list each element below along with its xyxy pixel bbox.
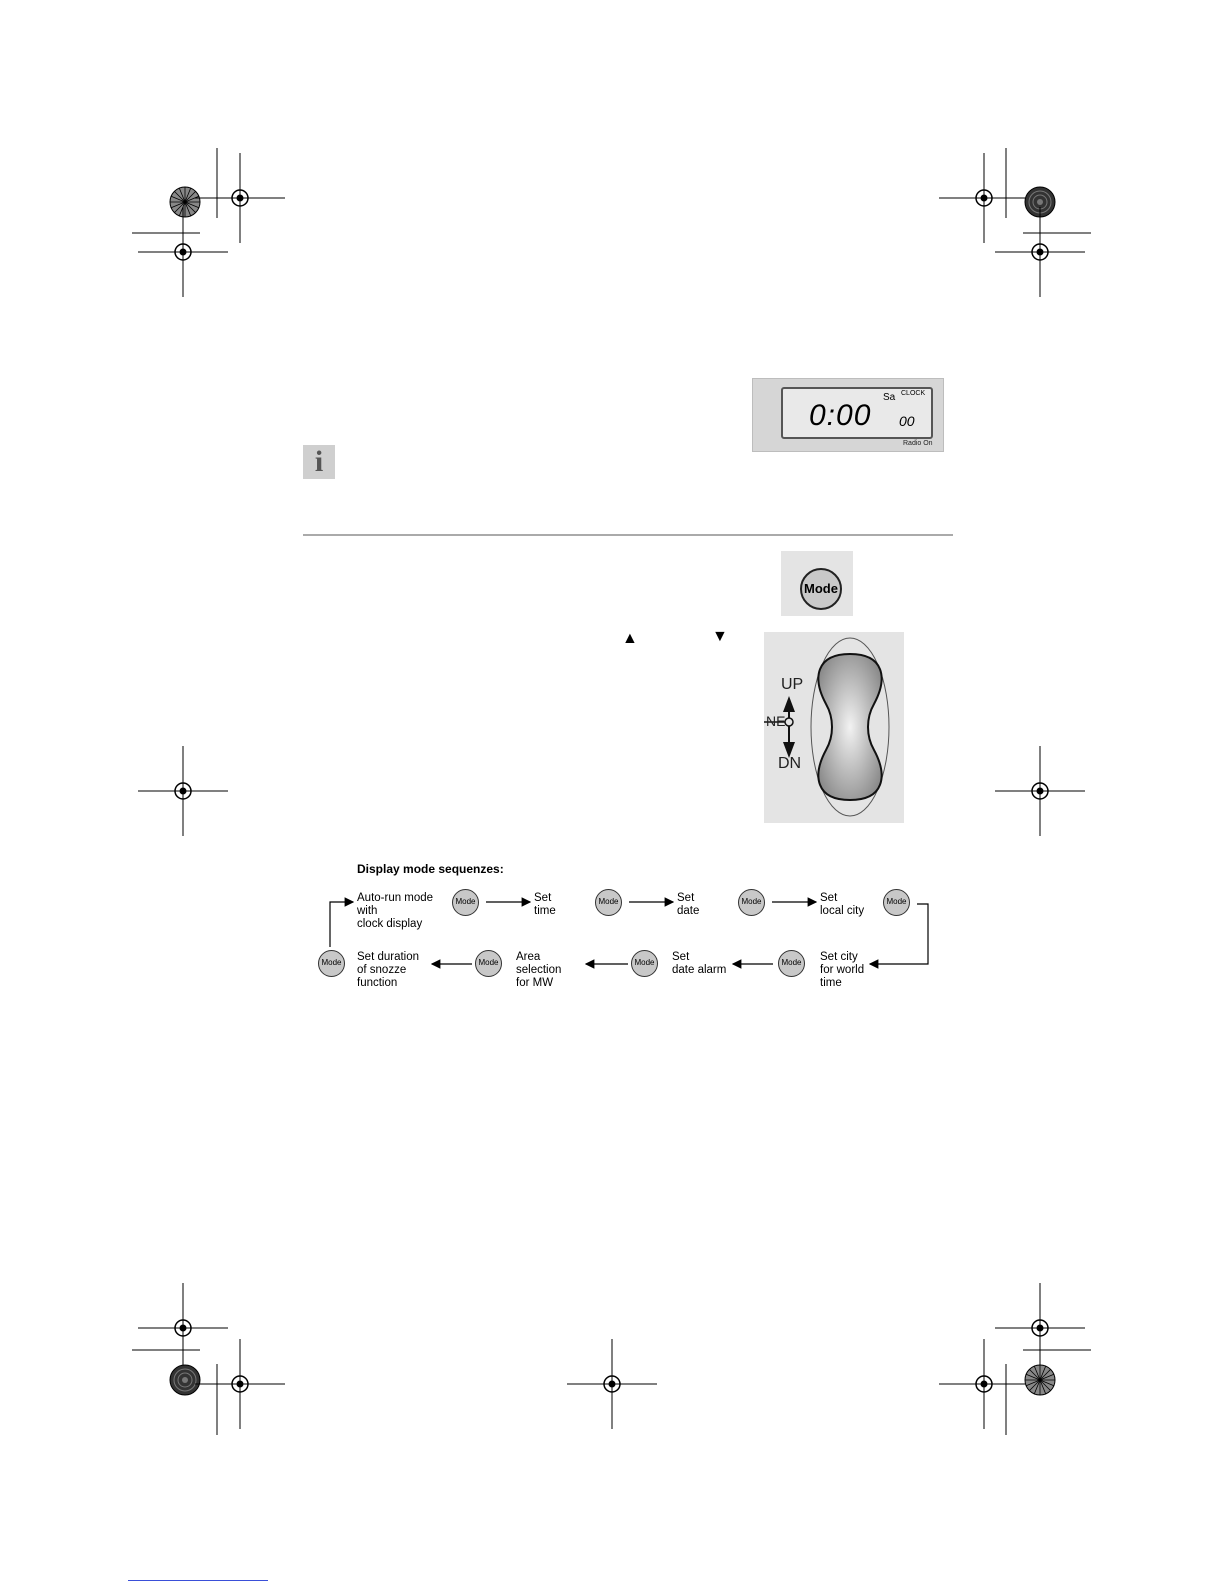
mode-button-icon: Mode — [778, 950, 805, 977]
tune-down-label: DN — [778, 755, 802, 772]
step-auto-run: Auto-run mode with clock display — [357, 892, 434, 930]
lcd-clock-label: CLOCK — [901, 390, 926, 397]
step-area-selection: Area selection for MW — [516, 951, 562, 989]
lcd-day: Sa — [883, 392, 896, 403]
info-icon: i — [303, 445, 335, 479]
flow-title: Display mode sequenzes: — [357, 862, 504, 876]
down-arrow-icon: ▼ — [712, 628, 728, 645]
step-set-date: Set date — [677, 892, 700, 917]
step-set-snooze: Set duration of snozze function — [357, 951, 420, 989]
step-set-local-city: Set local city — [820, 892, 865, 917]
step-set-time: Set time — [534, 892, 556, 917]
mode-button-icon: Mode — [318, 950, 345, 977]
lcd-seconds: 00 — [899, 413, 915, 429]
step-set-date-alarm: Set date alarm — [672, 951, 727, 976]
footer-link-underline[interactable] — [128, 1574, 268, 1581]
lcd-radio-label: Radio On — [903, 440, 933, 447]
mode-button-icon: Mode — [631, 950, 658, 977]
up-arrow-icon: ▲ — [622, 630, 638, 647]
mode-button-icon: Mode — [595, 889, 622, 916]
tune-up-label: UP — [781, 676, 804, 693]
mode-button-icon: Mode — [475, 950, 502, 977]
mode-button-image: Mode — [800, 568, 842, 610]
step-set-world-city: Set city for world time — [820, 951, 865, 989]
tune-side-label: NE — [766, 713, 786, 729]
lcd-time: 0:00 — [809, 399, 872, 432]
mode-button-icon: Mode — [452, 889, 479, 916]
mode-button-icon: Mode — [738, 889, 765, 916]
mode-button-icon: Mode — [883, 889, 910, 916]
